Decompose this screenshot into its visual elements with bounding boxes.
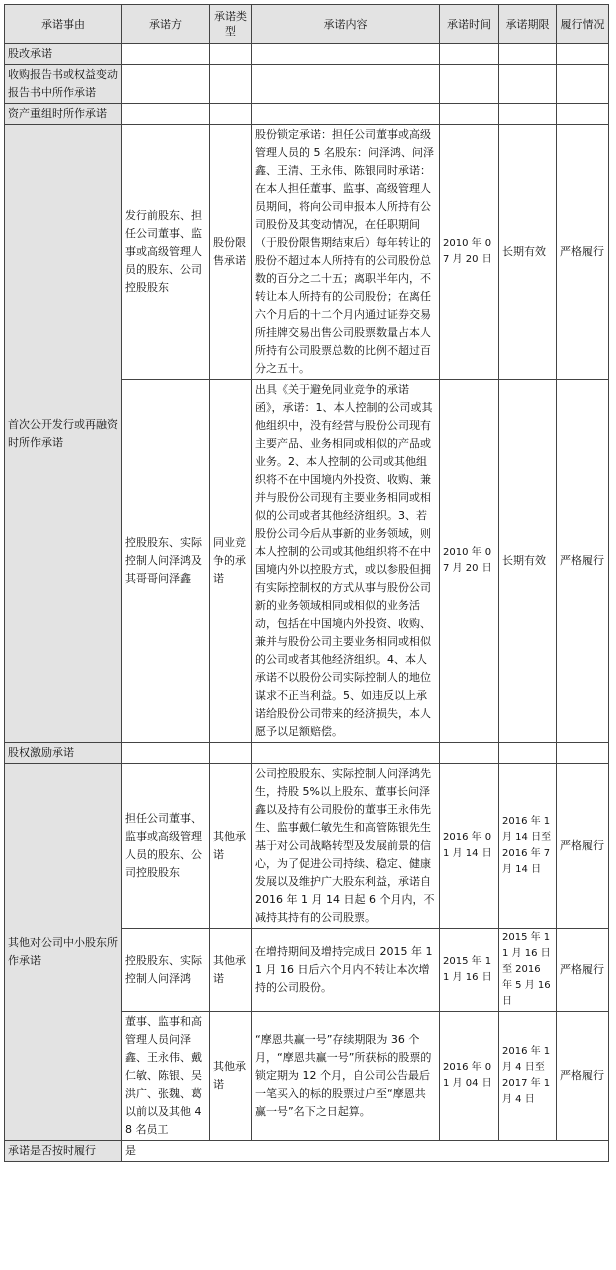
commitment-period: 长期有效 <box>499 380 557 743</box>
empty-cell <box>252 65 440 104</box>
table-row <box>5 764 609 929</box>
empty-cell <box>252 743 440 764</box>
empty-cell <box>122 65 210 104</box>
section-other-minority: 其他对公司中小股东所作承诺 <box>5 764 122 1141</box>
empty-cell <box>557 44 609 65</box>
empty-cell <box>210 743 252 764</box>
commitment-type: 同业竞争的承诺 <box>210 380 252 743</box>
header-reason: 承诺事由 <box>5 5 122 44</box>
commitment-party: 担任公司董事、监事或高级管理人员的股东、公司控股股东 <box>122 764 210 929</box>
commitment-status: 严格履行 <box>557 1012 609 1141</box>
empty-cell <box>557 65 609 104</box>
commitment-time: 2016 年 01 月 14 日 <box>440 764 499 929</box>
empty-cell <box>499 104 557 125</box>
commitment-period: 2016 年 1 月 14 日至 2016 年 7 月 14 日 <box>499 764 557 929</box>
section-row-on-time <box>5 1141 609 1162</box>
empty-cell <box>499 743 557 764</box>
commitments-table <box>4 4 609 1162</box>
header-type: 承诺类型 <box>210 5 252 44</box>
section-equity-incentive: 股权激励承诺 <box>5 743 122 764</box>
empty-cell <box>122 104 210 125</box>
header-content: 承诺内容 <box>252 5 440 44</box>
commitment-time: 2016 年 01 月 04 日 <box>440 1012 499 1141</box>
empty-cell <box>440 44 499 65</box>
commitment-type: 其他承诺 <box>210 1012 252 1141</box>
commitment-period: 2016 年 1 月 4 日至 2017 年 1 月 4 日 <box>499 1012 557 1141</box>
commitment-status: 严格履行 <box>557 929 609 1012</box>
header-time: 承诺时间 <box>440 5 499 44</box>
commitment-party: 控股股东、实际控制人问泽鸿 <box>122 929 210 1012</box>
commitment-status: 严格履行 <box>557 125 609 380</box>
empty-cell <box>440 65 499 104</box>
empty-cell <box>122 743 210 764</box>
commitment-party: 董事、监事和高管理人员问泽鑫、王永伟、戴仁敏、陈银、吴洪广、张魏、葛以前以及其他 48 名员工 <box>122 1012 210 1141</box>
commitment-type: 其他承诺 <box>210 929 252 1012</box>
commitment-period: 长期有效 <box>499 125 557 380</box>
commitment-time: 2010 年 07 月 20 日 <box>440 380 499 743</box>
section-row-equity-incentive <box>5 743 609 764</box>
on-time-value: 是 <box>122 1141 609 1162</box>
section-equity-reform: 股改承诺 <box>5 44 122 65</box>
commitment-time: 2015 年 11 月 16 日 <box>440 929 499 1012</box>
empty-cell <box>210 65 252 104</box>
section-asset-restructuring: 资产重组时所作承诺 <box>5 104 122 125</box>
section-ipo: 首次公开发行或再融资时所作承诺 <box>5 125 122 743</box>
empty-cell <box>557 104 609 125</box>
section-row-equity-reform <box>5 44 609 65</box>
empty-cell <box>210 104 252 125</box>
empty-cell <box>440 104 499 125</box>
commitment-time: 2010 年 07 月 20 日 <box>440 125 499 380</box>
section-on-time: 承诺是否按时履行 <box>5 1141 122 1162</box>
commitment-content: 出具《关于避免同业竞争的承诺函》，承诺：1、本人控制的公司或其他组织中，没有经营与股份公司现有主要产品、业务相同或相似的产品或业务。2、本人控制的公司或其他组织将不在中国境内外投资、收购、兼并与股份公司现有主要业务相同或相似的公司或者其他经济组织。3、若股份公司今后从事新的业务领域，则本人控制的公司或其他组织将不在中国境内外以控股方式，或以参股但拥有实际控制权的方式从事与股份公司新的业务领域相同或相似的业务活动，包括在中国境内外投资、收购、兼并与股份公司主要业务相同或相似的公司或者其他经济组织。4、本人承诺不以股份公司实际控制人的地位谋求不正当利益。5、如违反以上承诺给股份公司带来的经济损失，本人愿予以足额赔偿。 <box>252 380 440 743</box>
empty-cell <box>252 44 440 65</box>
header-row <box>5 5 609 44</box>
empty-cell <box>210 44 252 65</box>
commitment-content: 在增持期间及增持完成日 2015 年 11 月 16 日后六个月内不转让本次增持的公司股份。 <box>252 929 440 1012</box>
commitment-party: 发行前股东、担任公司董事、监事或高级管理人员的股东、公司控股股东 <box>122 125 210 380</box>
empty-cell <box>252 104 440 125</box>
table-row <box>5 125 609 380</box>
empty-cell <box>499 44 557 65</box>
empty-cell <box>440 743 499 764</box>
header-party: 承诺方 <box>122 5 210 44</box>
header-status: 履行情况 <box>557 5 609 44</box>
commitment-type: 股份限售承诺 <box>210 125 252 380</box>
commitment-content: “摩恩共赢一号”存续期限为 36 个月，“摩恩共赢一号”所获标的股票的锁定期为 12 个月，自公司公告最后一笔买入的标的股票过户至“摩恩共赢一号”名下之日起算。 <box>252 1012 440 1141</box>
commitment-status: 严格履行 <box>557 764 609 929</box>
section-acquisition-report: 收购报告书或权益变动报告书中所作承诺 <box>5 65 122 104</box>
empty-cell <box>557 743 609 764</box>
commitment-type: 其他承诺 <box>210 764 252 929</box>
section-row-acquisition-report <box>5 65 609 104</box>
empty-cell <box>499 65 557 104</box>
empty-cell <box>122 44 210 65</box>
commitment-period: 2015 年 11 月 16 日至 2016 年 5 月 16 日 <box>499 929 557 1012</box>
commitment-status: 严格履行 <box>557 380 609 743</box>
commitment-party: 控股股东、实际控制人问泽鸿及其哥哥问泽鑫 <box>122 380 210 743</box>
commitment-content: 股份锁定承诺：担任公司董事或高级管理人员的 5 名股东：问泽鸿、问泽鑫、王清、王永伟、陈银同时承诺：在本人担任董事、监事、高级管理人员期间，将向公司申报本人所持有公司股份及其变动情况，在任职期间（于股份限售期结束后）每年转让的股份不超过本人所持有的公司股份总数的百分之二十五；离职半年内，不转让本人所持有的公司股份；在离任六个月后的十二个月内通过证券交易所挂牌交易出售公司股票数量占本人所持有公司股票总数的比例不超过百分之五十。 <box>252 125 440 380</box>
commitment-content: 公司控股股东、实际控制人问泽鸿先生，持股 5%以上股东、董事长问泽鑫以及持有公司股份的董事王永伟先生、监事戴仁敏先生和高管陈银先生基于对公司战略转型及发展前景的信心，为了促进公司持续、稳定、健康发展以及维护广大股东利益，承诺自 2016 年 1 月 14 日起 6 个月内，不减持其持有的公司股票。 <box>252 764 440 929</box>
header-period: 承诺期限 <box>499 5 557 44</box>
section-row-asset-restructuring <box>5 104 609 125</box>
